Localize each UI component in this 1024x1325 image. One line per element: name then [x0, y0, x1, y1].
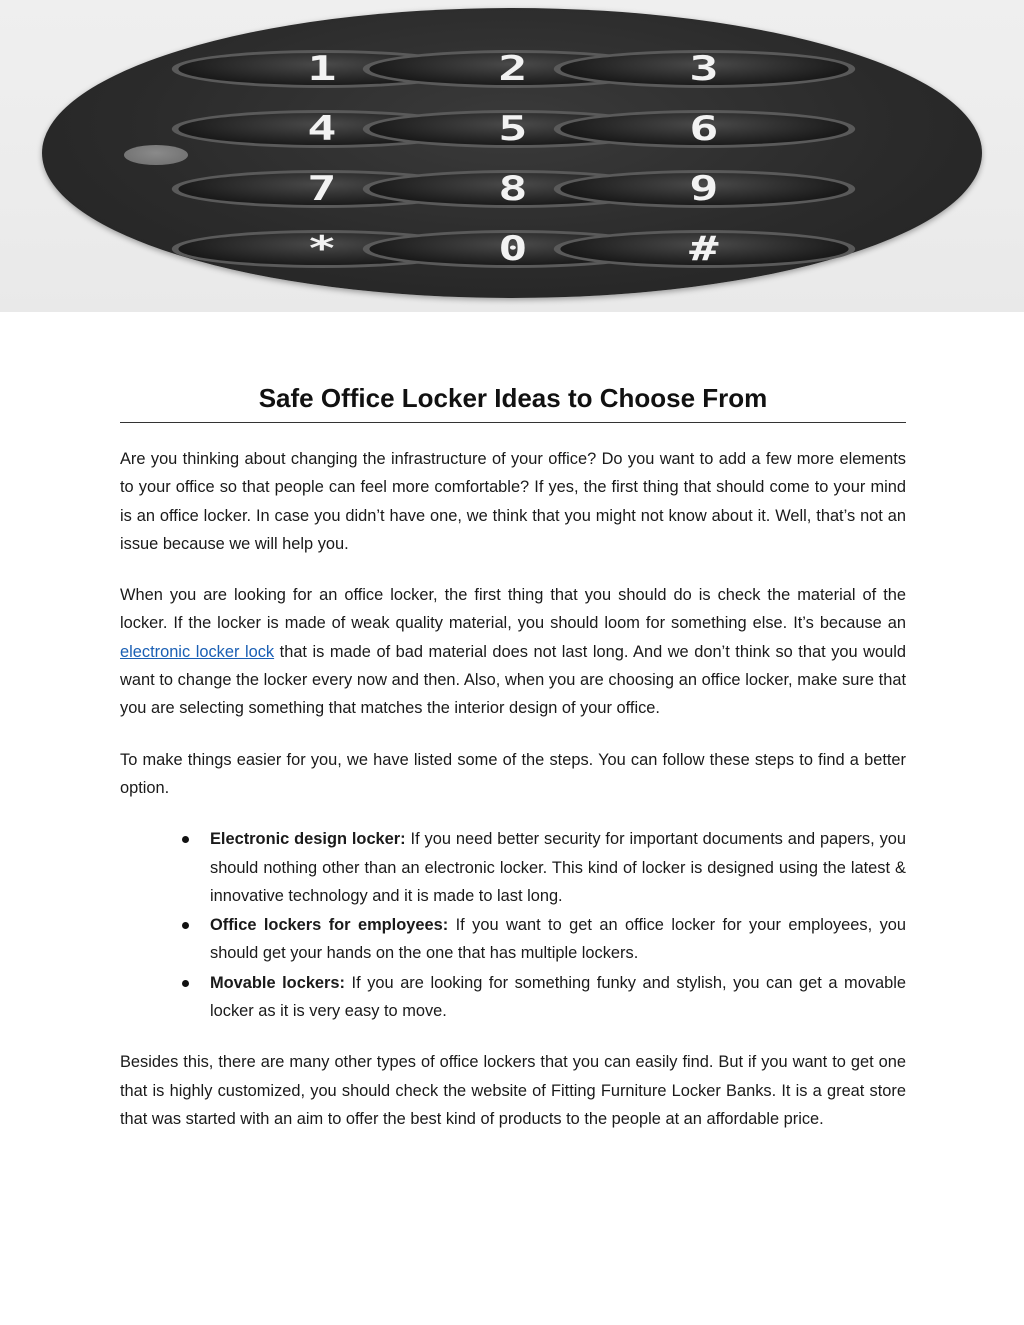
document-title: Safe Office Locker Ideas to Choose From	[258, 383, 768, 413]
paragraph-text: that is made of bad material does not last long. And we don’t think so that you would want to change the locker every now and then. Also, when you are choosing an office locker, make sure that you are selecting something that matches the interior design of your office.	[120, 642, 906, 718]
list-item-term: Office lockers for employees:	[210, 916, 449, 935]
list-item-text: If you need better security for important documents and papers, you should nothing other than an electronic locker. This kind of locker is designed using the latest & innovative technology and it is made to last long.	[210, 830, 906, 905]
keypad-key-label: 3	[689, 49, 720, 89]
keypad-key-label: *	[307, 229, 338, 269]
paragraph-conclusion: Besides this, there are many other types of office lockers that you can easily find. But if you want to get one that is highly customized, you should check the website of Fitting Furniture Locker Banks. It is a great store that was started with an aim to offer the best kind of products to the people at an affordable price.	[120, 1053, 906, 1128]
list-item	[210, 911, 906, 968]
keypad-key-label: 4	[307, 109, 338, 149]
list-item-term: Electronic design locker:	[210, 830, 406, 849]
list-item	[210, 825, 906, 910]
keypad-key-grid	[254, 50, 773, 268]
keypad-key-label: 8	[498, 169, 529, 209]
paragraph-text: When you are looking for an office locker, the first thing that you should do is check the material of the locker. If the locker is made of weak quality material, you should loom for something else. It’s because an	[120, 586, 906, 633]
keypad-key-label: 9	[689, 169, 720, 209]
title-underline-divider	[120, 422, 906, 423]
keypad-photo	[0, 0, 1024, 312]
keypad-key-label: #	[689, 229, 720, 269]
bullet-icon	[182, 922, 189, 929]
list-item-text: If you are looking for something funky and stylish, you can get a movable locker as it is very easy to move.	[210, 973, 906, 1021]
paragraph-material	[120, 581, 906, 722]
locker-types-list	[120, 825, 906, 1025]
keypad-key-3	[554, 50, 855, 88]
paragraph-steps-intro: To make things easier for you, we have listed some of the steps. You can follow these steps to find a better option.	[120, 750, 906, 797]
bullet-icon	[182, 836, 189, 843]
keypad-key-label: 6	[689, 109, 720, 149]
bullet-icon	[182, 980, 189, 987]
list-item	[210, 969, 906, 1026]
paragraph-intro: Are you thinking about changing the infrastructure of your office? Do you want to add a few more elements to your office so that people can feel more comfortable? If yes, the first thing that should come to your mind is an office locker. In case you didn’t have one, we think that you might not know about it. Well, that’s not an issue because we will help you.	[120, 450, 906, 553]
keypad-key-label: 5	[498, 109, 529, 149]
keypad-key-label: 7	[307, 169, 338, 209]
keypad-key-label: 0	[498, 229, 529, 269]
keypad-key-9	[554, 170, 855, 208]
keypad-key-hash	[554, 230, 855, 268]
keypad-key-label: 1	[307, 49, 338, 89]
document-body	[120, 380, 906, 1133]
list-item-term: Movable lockers:	[210, 973, 345, 992]
keypad-led-indicator	[124, 145, 188, 165]
keypad-key-label: 2	[498, 49, 529, 89]
electronic-locker-lock-link[interactable]: electronic locker lock	[120, 642, 275, 661]
list-item-text: If you want to get an office locker for your employees, you should get your hands on the one that has multiple lockers.	[210, 916, 906, 963]
keypad-key-6	[554, 110, 855, 148]
